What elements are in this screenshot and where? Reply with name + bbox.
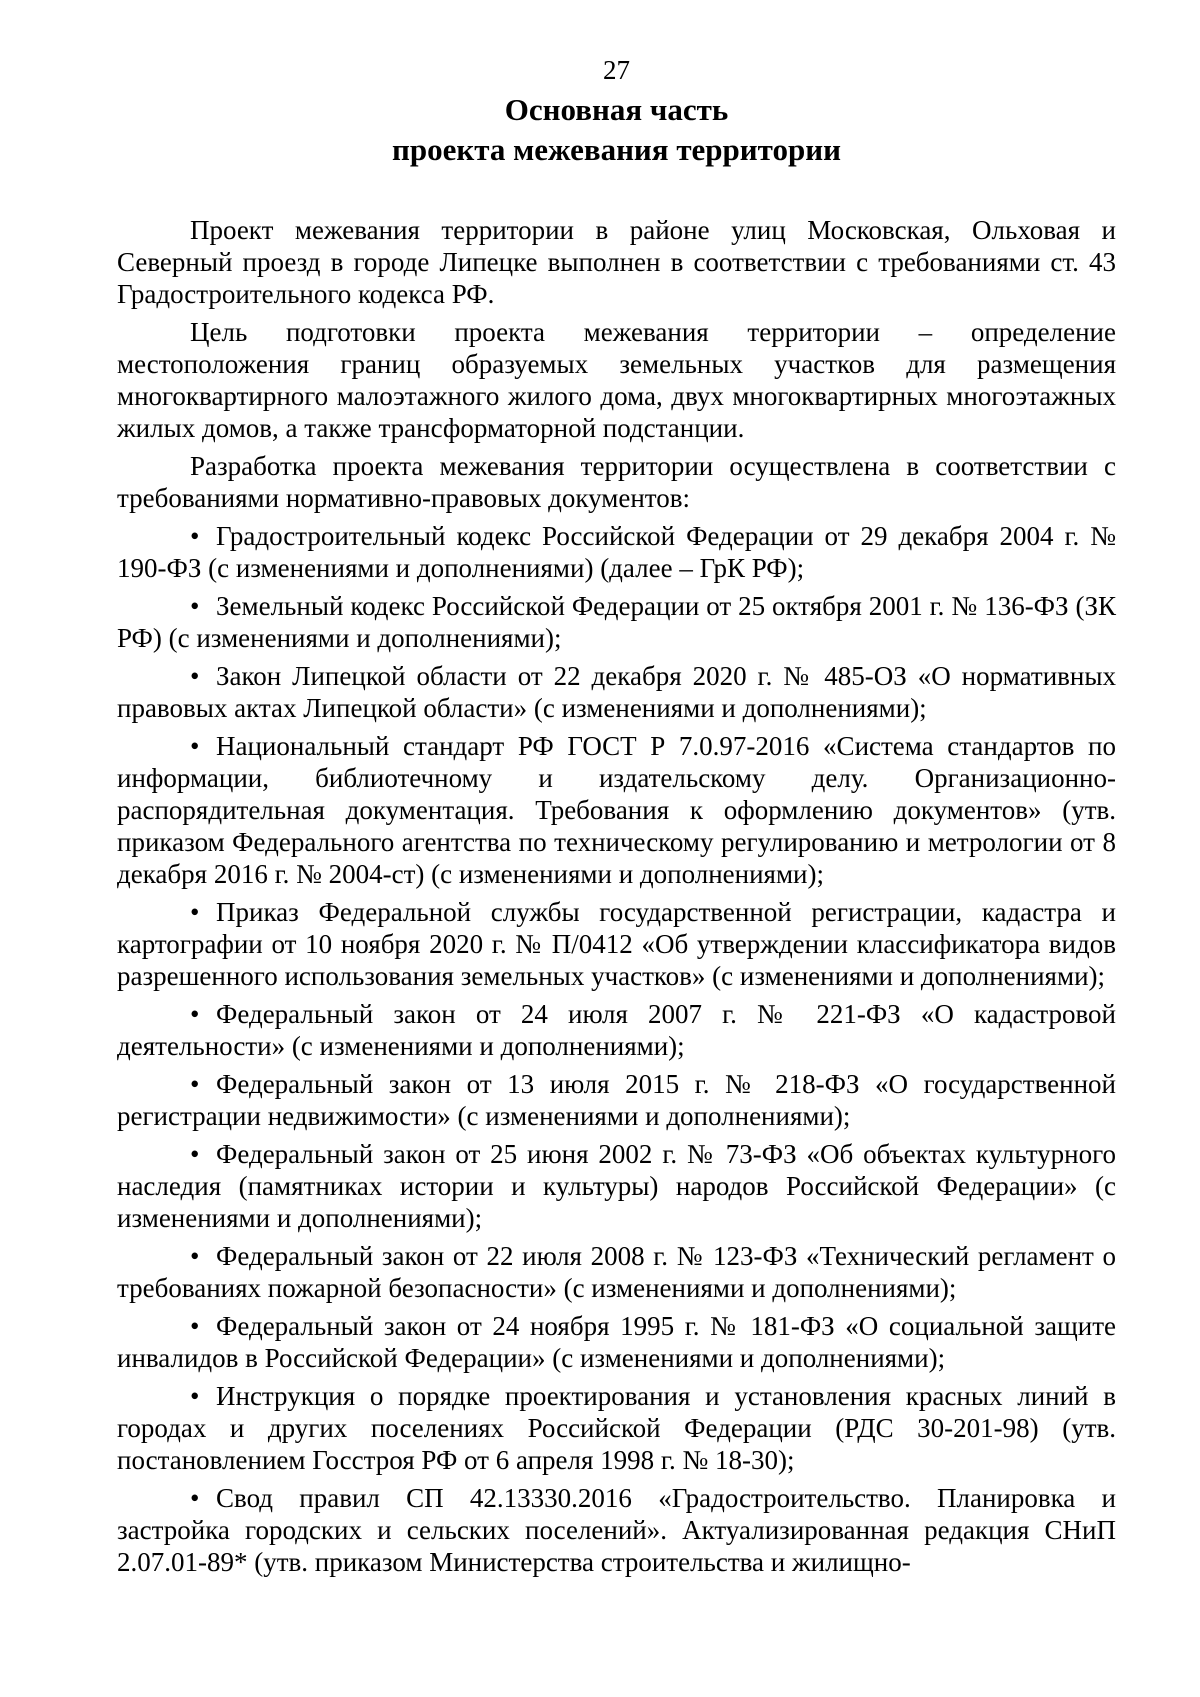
title-line-2: проекта межевания территории: [392, 132, 841, 167]
list-item-text: Закон Липецкой области от 22 декабря 2020 г. № 485-ОЗ «О нормативных правовых актах Липецкой области» (с изменениями и дополнениями);: [117, 661, 1116, 723]
list-item: [117, 1240, 1116, 1304]
list-item-text: Федеральный закон от 13 июля 2015 г. № 218-ФЗ «О государственной регистрации недвижимости» (с изменениями и дополнениями);: [117, 1069, 1116, 1131]
paragraph-intro: Проект межевания территории в районе улиц Московская, Ольховая и Северный проезд в городе Липецке выполнен в соответствии с требованиями ст. 43 Градостроительного кодекса РФ.: [117, 215, 1116, 309]
bullet-icon: •: [190, 1311, 200, 1341]
list-item-text: Инструкция о порядке проектирования и установления красных линий в городах и других поселениях Российской Федерации (РДС 30-201-98) (утв. постановлением Госстроя РФ от 6 апреля 1998 г. № 18-30);: [117, 1381, 1116, 1475]
page-number: 27: [603, 55, 630, 85]
list-item-text: Федеральный закон от 24 июля 2007 г. № 221-ФЗ «О кадастровой деятельности» (с изменениями и дополнениями);: [117, 999, 1116, 1061]
list-item-text: Национальный стандарт РФ ГОСТ Р 7.0.97-2016 «Система стандартов по информации, библиотечному и издательскому делу. Организационно-распорядительная документация. Требования к оформлению документов» (утв. приказом Федерального агентства по техническому регулированию и метрологии от 8 декабря 2016 г. № 2004-ст) (с изменениями и дополнениями);: [117, 731, 1116, 889]
bullet-icon: •: [190, 1381, 200, 1411]
list-item-text: Федеральный закон от 24 ноября 1995 г. № 181-ФЗ «О социальной защите инвалидов в Российской Федерации» (с изменениями и дополнениями);: [117, 1311, 1116, 1373]
bullet-icon: •: [190, 1069, 200, 1099]
list-item: [117, 590, 1116, 654]
bullet-icon: •: [190, 999, 200, 1029]
bullet-icon: •: [190, 661, 200, 691]
list-item: [117, 1380, 1116, 1476]
list-item: [117, 1138, 1116, 1234]
regulations-list: [117, 520, 1116, 1578]
list-item: [117, 1482, 1116, 1578]
list-item: [117, 998, 1116, 1062]
list-item-text: Приказ Федеральной службы государственной регистрации, кадастра и картографии от 10 ноября 2020 г. № П/0412 «Об утверждении классификатора видов разрешенного использования земельных участков» (с изменениями и дополнениями);: [117, 897, 1116, 991]
title-line-1: Основная часть: [504, 92, 729, 127]
list-item-text: Градостроительный кодекс Российской Федерации от 29 декабря 2004 г. № 190-ФЗ (с изменениями и дополнениями) (далее – ГрК РФ);: [117, 521, 1116, 583]
section-title: [117, 90, 1116, 170]
list-item-text: Земельный кодекс Российской Федерации от 25 октября 2001 г. № 136-ФЗ (ЗК РФ) (с изменениями и дополнениями);: [117, 591, 1116, 653]
list-item: [117, 896, 1116, 992]
list-item: [117, 660, 1116, 724]
paragraph-requirements: Разработка проекта межевания территории осуществлена в соответствии с требованиями нормативно-правовых документов:: [117, 451, 1116, 513]
paragraph-goal: Цель подготовки проекта межевания территории – определение местоположения границ образуемых земельных участков для размещения многоквартирного малоэтажного жилого дома, двух многоквартирных многоэтажных жилых домов, а также трансформаторной подстанции.: [117, 317, 1116, 443]
list-item: [117, 520, 1116, 584]
list-item: [117, 1310, 1116, 1374]
bullet-icon: •: [190, 1483, 200, 1513]
bullet-icon: •: [190, 1139, 200, 1169]
list-item-text: Федеральный закон от 22 июля 2008 г. № 123-ФЗ «Технический регламент о требованиях пожарной безопасности» (с изменениями и дополнениями);: [117, 1241, 1116, 1303]
bullet-icon: •: [190, 591, 200, 621]
list-item-text: Свод правил СП 42.13330.2016 «Градостроительство. Планировка и застройка городских и сельских поселений». Актуализированная редакция СНиП 2.07.01-89* (утв. приказом Министерства строительства и жилищно-: [117, 1483, 1116, 1577]
list-item: [117, 730, 1116, 890]
bullet-icon: •: [190, 897, 200, 927]
list-item: [117, 1068, 1116, 1132]
bullet-icon: •: [190, 1241, 200, 1271]
list-item-text: Федеральный закон от 25 июня 2002 г. № 73-ФЗ «Об объектах культурного наследия (памятниках истории и культуры) народов Российской Федерации» (с изменениями и дополнениями);: [117, 1139, 1116, 1233]
bullet-icon: •: [190, 731, 200, 761]
bullet-icon: •: [190, 521, 200, 551]
